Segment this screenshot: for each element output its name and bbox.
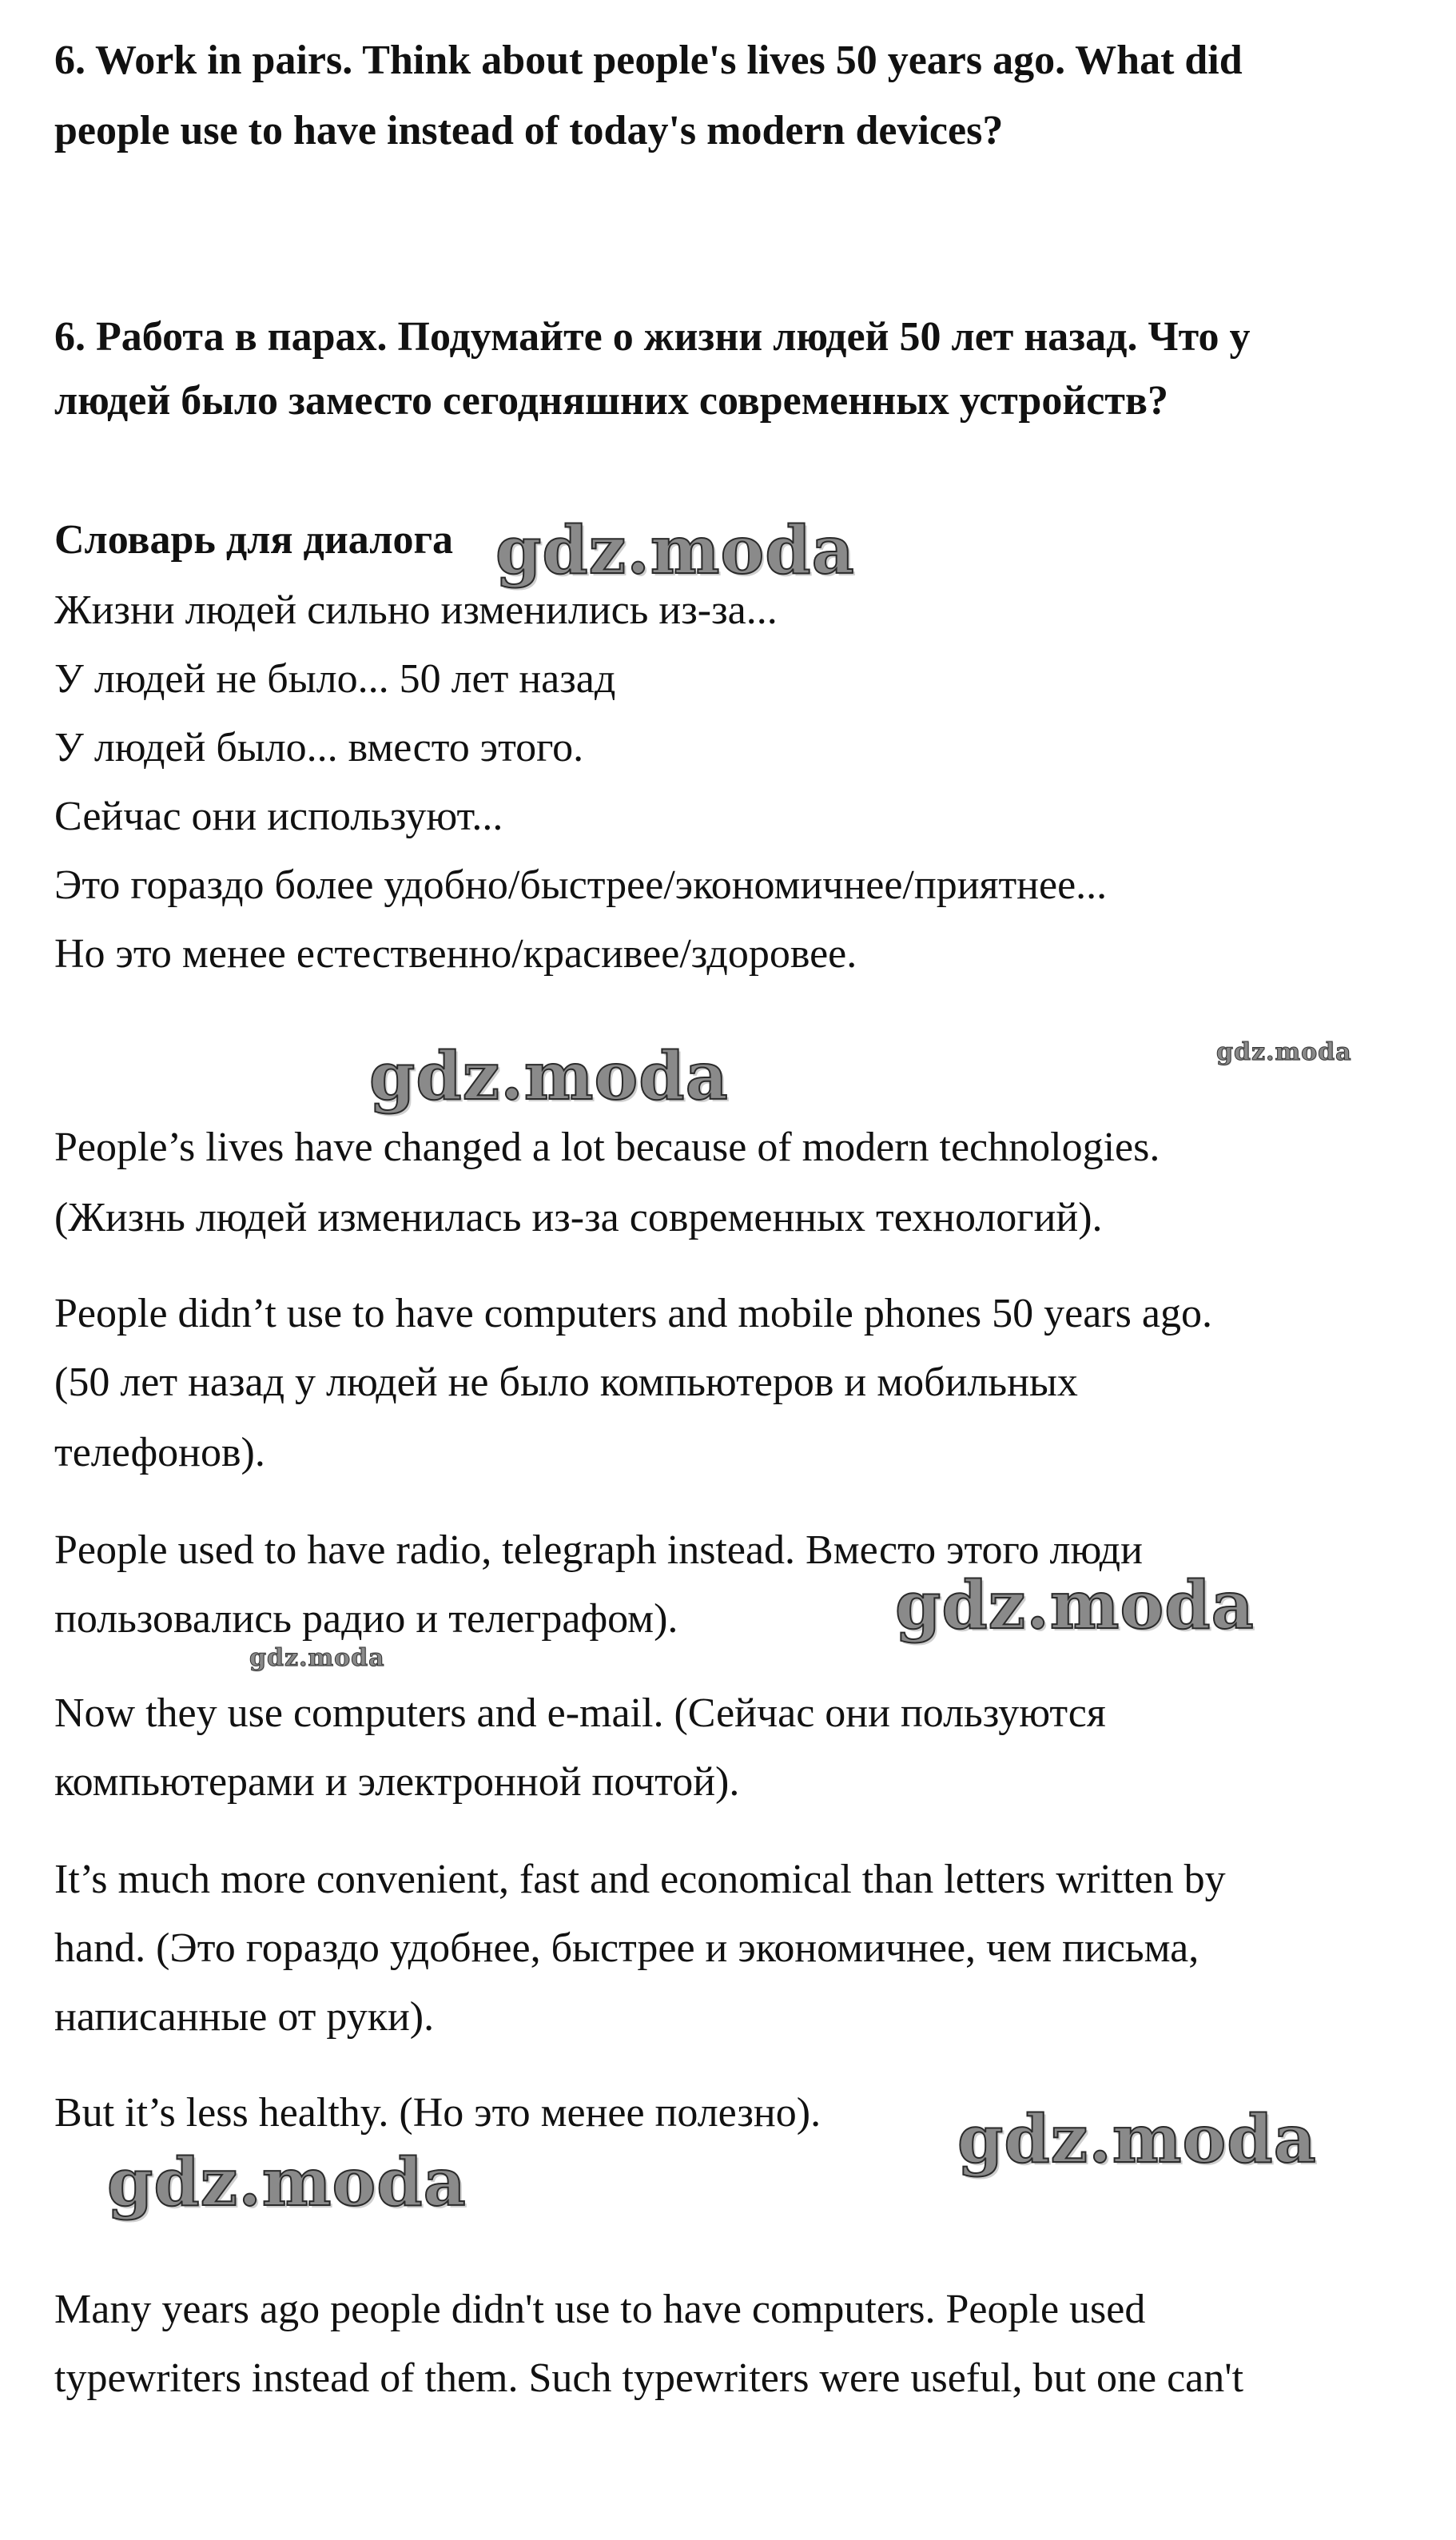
watermark-logo: gdz.moda: [957, 2101, 1317, 2178]
watermark-logo: gdz.moda: [249, 1644, 385, 1672]
answer-line: Now they use computers and e-mail. (Сейчас они пользуются: [54, 1690, 1106, 1736]
answer-line: (50 лет назад у людей не было компьютеров и мобильных: [54, 1360, 1078, 1405]
vocabulary-item: Но это менее естественно/красивее/здоровее.: [54, 931, 857, 977]
answer-line: написанные от руки).: [54, 1994, 435, 2040]
task-ru-line-1: 6. Работа в парах. Подумайте о жизни людей 50 лет назад. Что у: [54, 314, 1251, 360]
watermark-logo: gdz.moda: [1216, 1038, 1352, 1066]
watermark-logo: gdz.moda: [495, 512, 855, 589]
watermark-logo: gdz.moda: [107, 2144, 467, 2221]
answer-line: People’s lives have changed a lot because of modern technologies.: [54, 1125, 1160, 1170]
answer-line: But it’s less healthy. (Но это менее полезно).: [54, 2090, 821, 2136]
task-en-line-2: people use to have instead of today's modern devices?: [54, 108, 1004, 153]
answer-line: компьютерами и электронной почтой).: [54, 1759, 740, 1805]
answer-line: It’s much more convenient, fast and economical than letters written by: [54, 1857, 1226, 1902]
answer-line: Many years ago people didn't use to have computers. People used: [54, 2287, 1146, 2332]
watermark-logo: gdz.moda: [369, 1038, 729, 1115]
answer-line: People used to have radio, telegraph instead. Вместо этого люди: [54, 1527, 1143, 1573]
task-ru-line-2: людей было заместо сегодняшних современных устройств?: [54, 378, 1168, 424]
answer-line: пользовались радио и телеграфом).: [54, 1596, 678, 1642]
answer-line: typewriters instead of them. Such typewriters were useful, but one can't: [54, 2355, 1244, 2401]
watermark-logo: gdz.moda: [895, 1567, 1255, 1644]
vocabulary-heading: Словарь для диалога: [54, 517, 454, 563]
vocabulary-item: Жизни людей сильно изменились из-за...: [54, 587, 778, 633]
vocabulary-item: У людей не было... 50 лет назад: [54, 656, 616, 702]
answer-line: (Жизнь людей изменилась из-за современных технологий).: [54, 1195, 1103, 1240]
answer-line: hand. (Это гораздо удобнее, быстрее и экономичнее, чем письма,: [54, 1925, 1199, 1971]
task-en-line-1: 6. Work in pairs. Think about people's lives 50 years ago. What did: [54, 38, 1243, 83]
answer-line: телефонов).: [54, 1430, 265, 1475]
vocabulary-item: Это гораздо более удобно/быстрее/экономичнее/приятнее...: [54, 862, 1108, 908]
answer-line: People didn’t use to have computers and mobile phones 50 years ago.: [54, 1291, 1212, 1336]
vocabulary-item: Сейчас они используют...: [54, 794, 503, 839]
vocabulary-item: У людей было... вместо этого.: [54, 725, 584, 770]
